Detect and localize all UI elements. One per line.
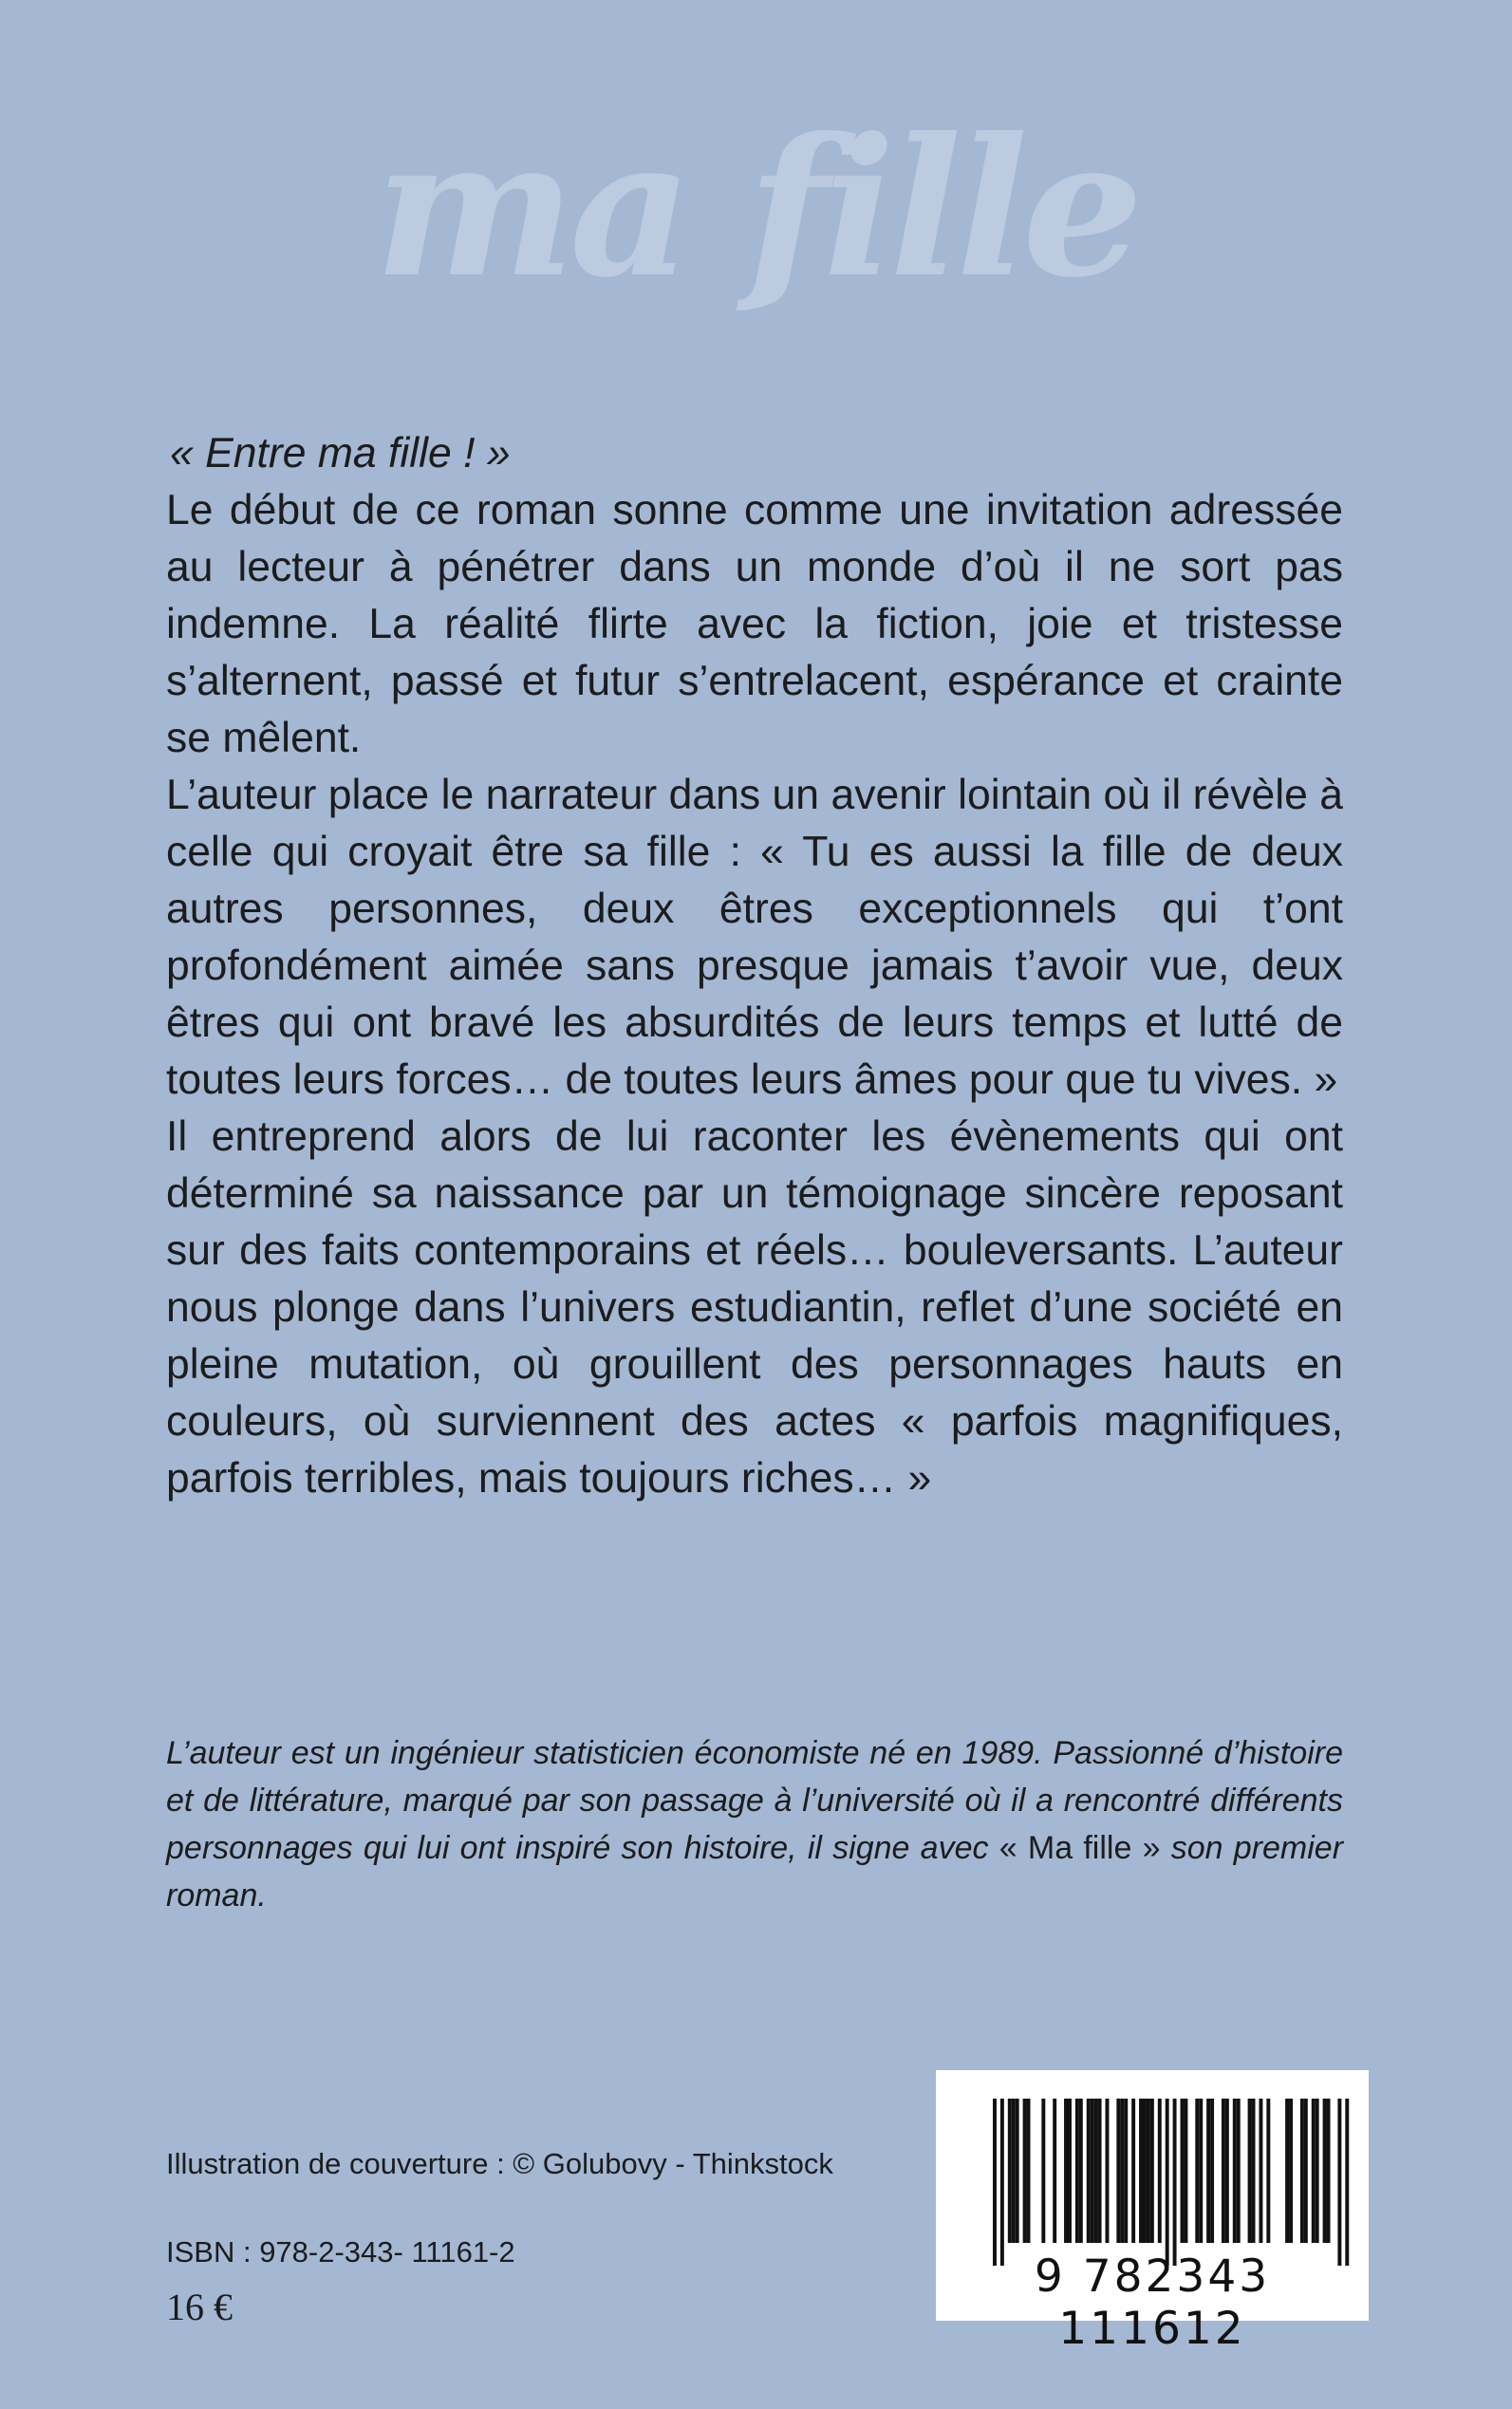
barcode-guard-bar [993,2099,997,2266]
barcode-number: 9 782343 111612 [1034,2250,1271,2355]
barcode-guard-bar [1345,2099,1349,2266]
barcode-bar [1206,2099,1210,2243]
blurb-opening-quote: « Entre ma fille ! » [170,430,511,476]
barcode-bar [1259,2099,1262,2243]
barcode-bar [1210,2099,1214,2243]
barcode-bar [1327,2099,1331,2243]
watermark-title: ma fille [374,97,1138,320]
barcode-bar [1068,2099,1072,2243]
blurb-paragraph: Le début de ce roman sonne comme une invitation adressée au lecteur à pénétrer dans un monde d’où il ne sort pas indemne. La réalité flirte avec la fiction, joie et tristesse s’alternent, passé et futur s’entrelacent, espérance et crainte se mêlent. [166,487,1343,761]
blurb-paragraph: L’auteur place le narrateur dans un avenir lointain où il révèle à celle qui croyait être sa fille : « Tu es aussi la fille de deux autres personnes, deux êtres exceptionnels qui t’ont profondément aimée sans presque jamais t’avoir vue, deux êtres qui ont bravé les absurdités de leurs temps et lutté de toutes leurs forces… de toutes leurs âmes pour que tu vives. » [166,772,1343,1103]
barcode-bar [1237,2099,1241,2243]
barcode-bar [1139,2099,1143,2243]
barcode-bar [1079,2099,1083,2243]
barcode-bar [1053,2099,1056,2243]
barcode-bar [1316,2099,1319,2243]
barcode [936,2070,1369,2355]
barcode-bar [1091,2099,1094,2243]
bio-text: L’auteur est un ingénieur statisticien économiste né en 1989. Passionné d’histoire et de littérature, marqué par son passage à l’université où il a rencontré différents personnages qui lui ont inspiré son histoire, il signe avec [166,1735,1343,1866]
barcode-bar [1323,2099,1327,2243]
barcode-bar [1094,2099,1098,2243]
barcode-bar [1098,2099,1102,2243]
barcode-bar [1027,2099,1031,2243]
barcode-bar [1143,2099,1147,2243]
barcode-bar [1158,2099,1162,2243]
barcode-bar [1116,2099,1120,2243]
barcode-bar [1147,2099,1150,2243]
barcode-bar [1106,2099,1110,2243]
barcode-bar [1012,2099,1016,2243]
barcode-bar [1199,2099,1203,2243]
barcode-bar [1248,2099,1252,2243]
barcode-bar [1304,2099,1308,2243]
barcode-guard-bar [1337,2099,1341,2266]
illustration-credit: Illustration de couverture : © Golubovy - Thinkstock [166,2147,833,2180]
barcode-bar [1252,2099,1256,2243]
barcode-bar [1222,2099,1225,2243]
barcode-bar [1195,2099,1199,2243]
barcode-bar [1181,2099,1185,2243]
blurb-paragraph: Il entreprend alors de lui raconter les évènements qui ont déterminé sa naissance par un témoignage sincère reposant sur des faits contemporains et réels… bouleversants. L’auteur nous plonge dans l’univers estudiantin, reflet d’une société en pleine mutation, où grouillent des personnages hauts en couleurs, où surviennent des actes « parfois magnifiques, parfois terribles, mais toujours riches… » [166,1113,1343,1502]
barcode-bar [1041,2099,1045,2243]
barcode-bar [1075,2099,1079,2243]
barcode-bar [1184,2099,1187,2243]
barcode-bar [1225,2099,1229,2243]
barcode-guard-bar [1173,2099,1177,2266]
barcode-bar [1008,2099,1012,2243]
barcode-bar [1233,2099,1237,2243]
author-bio [166,1729,1343,1919]
isbn: ISBN : 978-2-343- 11161-2 [166,2235,515,2269]
barcode-bar [1124,2099,1128,2243]
bio-ending: son premier roman. [166,1830,1344,1914]
barcode-guard-bar [1166,2099,1169,2266]
barcode-bar [1289,2099,1293,2243]
barcode-bar [1300,2099,1304,2243]
barcode-bar [1064,2099,1068,2243]
barcode-bar [1131,2099,1135,2243]
barcode-bar [1266,2099,1270,2243]
bio-book-title: « Ma fille » [999,1830,1161,1866]
barcode-guard-bar [1000,2099,1004,2266]
barcode-bar [1120,2099,1124,2243]
barcode-bar [1087,2099,1091,2243]
barcode-bar [1150,2099,1154,2243]
barcode-bar [1016,2099,1019,2243]
barcode-bar [1285,2099,1289,2243]
barcode-bar [1312,2099,1316,2243]
barcode-bar [1023,2099,1027,2243]
back-cover-blurb [166,425,1343,1507]
price: 16 € [166,2286,233,2328]
